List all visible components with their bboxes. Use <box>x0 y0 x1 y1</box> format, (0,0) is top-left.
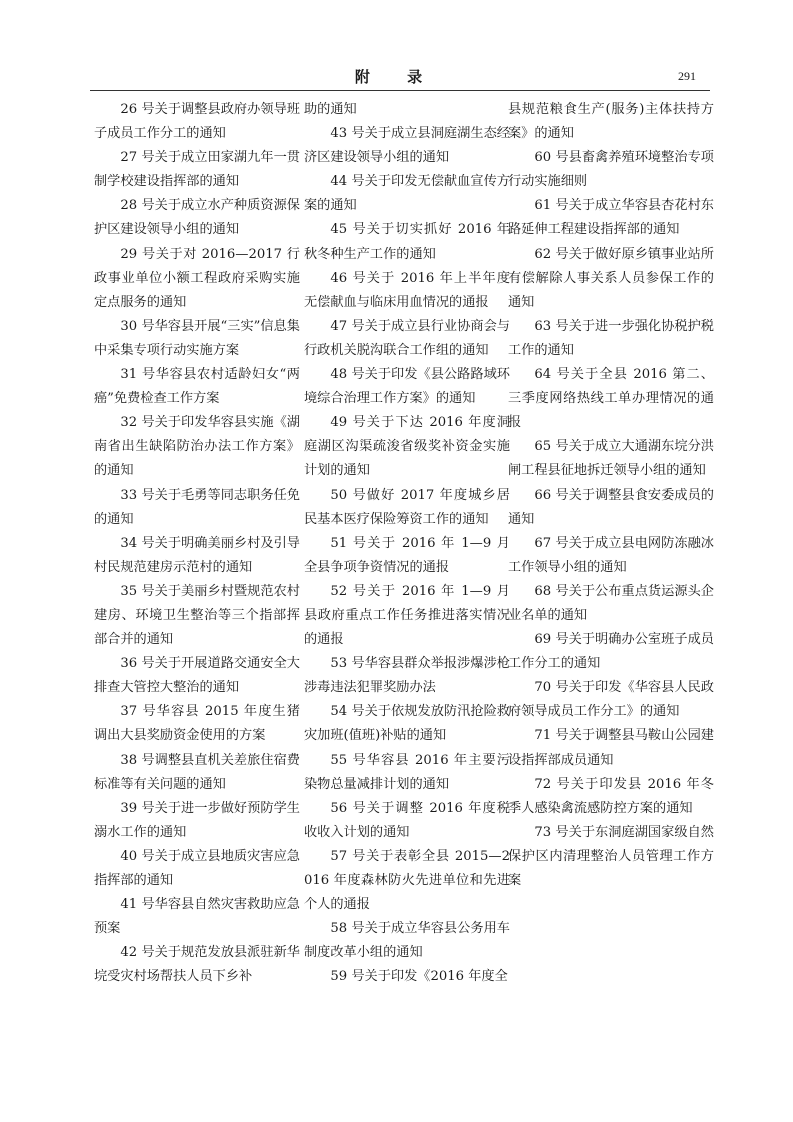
list-item: 46 号关于 2016 年上半年度无偿献血与临床用血情况的通报 <box>304 270 510 310</box>
list-item: 43 号关于成立县洞庭湖生态经济区建设领导小组的通知 <box>304 126 510 166</box>
list-item: 34 号关于明确美丽乡村及引导村民规范建房示范村的通知 <box>94 535 300 575</box>
list-item: 53 号华容县群众举报涉爆涉枪涉毒违法犯罪奖励办法 <box>304 656 510 696</box>
page-number: 291 <box>678 69 696 83</box>
list-item: 45 号关于切实抓好 2016 年秋冬种生产工作的通知 <box>304 222 510 262</box>
list-item: 61 号关于成立华容县杏花村东路延伸工程建设指挥部的通知 <box>508 198 714 238</box>
list-item: 52 号关于 2016 年 1—9 月县政府重点工作任务推进落实情况的通报 <box>304 583 510 648</box>
list-item-continuation: 县规范粮食生产(服务)主体扶持方案》的通知 <box>508 102 714 142</box>
list-item: 62 号关于做好原乡镇事业站所有偿解除人事关系人员参保工作的通知 <box>508 246 714 310</box>
list-item: 42 号关于规范发放县派驻新华垸受灾村场帮扶人员下乡补 <box>94 945 300 985</box>
list-item: 67 号关于成立县电网防冻融冰工作领导小组的通知 <box>508 535 714 575</box>
list-item: 30 号华容县开展“三实”信息集中采集专项行动实施方案 <box>94 318 300 358</box>
list-item: 72 号关于印发县 2016 年冬季人感染禽流感防控方案的通知 <box>508 776 714 816</box>
list-item: 40 号关于成立县地质灾害应急指挥部的通知 <box>94 848 300 888</box>
list-item: 36 号关于开展道路交通安全大排查大管控大整治的通知 <box>94 656 300 696</box>
list-item: 50 号做好 2017 年度城乡居民基本医疗保险筹资工作的通知 <box>304 487 510 527</box>
list-item: 32 号关于印发华容县实施《湖南省出生缺陷防治办法工作方案》的通知 <box>94 415 300 479</box>
list-item: 58 号关于成立华容县公务用车制度改革小组的通知 <box>304 921 510 961</box>
list-item: 66 号关于调整县食安委成员的通知 <box>508 487 714 527</box>
list-item: 63 号关于进一步强化协税护税工作的通知 <box>508 318 714 358</box>
list-item: 64 号关于全县 2016 第二、三季度网络热线工单办理情况的通报 <box>508 367 714 431</box>
list-item: 47 号关于成立县行业协商会与行政机关脱沟联合工作组的通知 <box>304 318 510 358</box>
header-rule <box>90 90 710 91</box>
list-item: 69 号关于明确办公室班子成员工作分工的通知 <box>508 632 714 672</box>
list-item: 31 号华容县农村适龄妇女“两癌”免费检查工作方案 <box>94 367 300 407</box>
list-item: 70 号关于印发《华容县人民政府领导成员工作分工》的通知 <box>508 680 714 720</box>
list-item: 49 号关于下达 2016 年度洞庭湖区沟渠疏浚省级奖补资金实施计划的通知 <box>304 415 510 479</box>
list-item: 71 号关于调整县马鞍山公园建设指挥部成员通知 <box>508 728 714 768</box>
list-item: 41 号华容县自然灾害救助应急预案 <box>94 897 300 937</box>
list-item: 48 号关于印发《县公路路域环境综合治理工作方案》的通知 <box>304 367 510 407</box>
list-item: 55 号华容县 2016 年主要污染物总量减排计划的通知 <box>304 752 510 792</box>
list-item: 56 号关于调整 2016 年度税收收入计划的通知 <box>304 800 510 840</box>
list-item: 29 号关于对 2016—2017 行政事业单位小额工程政府采购实施定点服务的通知 <box>94 246 300 310</box>
list-item: 37 号华容县 2015 年度生猪调出大县奖励资金使用的方案 <box>94 704 300 744</box>
list-item: 39 号关于进一步做好预防学生溺水工作的通知 <box>94 800 300 840</box>
document-column-3 <box>508 98 714 893</box>
list-item: 57 号关于表彰全县 2015—2016 年度森林防火先进单位和先进个人的通报 <box>304 848 510 913</box>
list-item: 27 号关于成立田家湖九年一贯制学校建设指挥部的通知 <box>94 150 300 190</box>
list-item: 35 号关于美丽乡村暨规范农村建房、环境卫生整治等三个指部挥部合并的通知 <box>94 583 300 648</box>
page-header-title: 附 录 <box>354 68 439 86</box>
list-item: 59 号关于印发《2016 年度全 <box>330 969 508 985</box>
list-item: 51 号关于 2016 年 1—9 月全县争项争资情况的通报 <box>304 535 510 575</box>
list-item: 60 号县畜禽养殖环境整治专项行动实施细则 <box>508 150 714 190</box>
list-item: 44 号关于印发无偿献血宣传方案的通知 <box>304 174 510 214</box>
list-item: 73 号关于东洞庭湖国家级自然保护区内清理整治人员管理工作方案 <box>508 824 714 888</box>
list-item: 38 号调整县直机关差旅住宿费标准等有关问题的通知 <box>94 752 300 792</box>
list-item-continuation: 助的通知 <box>304 102 357 117</box>
list-item: 65 号关于成立大通湖东垸分洪闸工程县征地拆迁领导小组的通知 <box>508 439 714 479</box>
document-column-2 <box>304 98 510 989</box>
list-item: 54 号关于依规发放防汛抢险救灾加班(值班)补贴的通知 <box>304 704 510 744</box>
list-item: 26 号关于调整县政府办领导班子成员工作分工的通知 <box>94 102 300 142</box>
document-column-1 <box>94 98 300 989</box>
list-item: 33 号关于毛勇等同志职务任免的通知 <box>94 487 300 527</box>
list-item: 68 号关于公布重点货运源头企业名单的通知 <box>508 583 714 623</box>
list-item: 28 号关于成立水产种质资源保护区建设领导小组的通知 <box>94 198 300 238</box>
